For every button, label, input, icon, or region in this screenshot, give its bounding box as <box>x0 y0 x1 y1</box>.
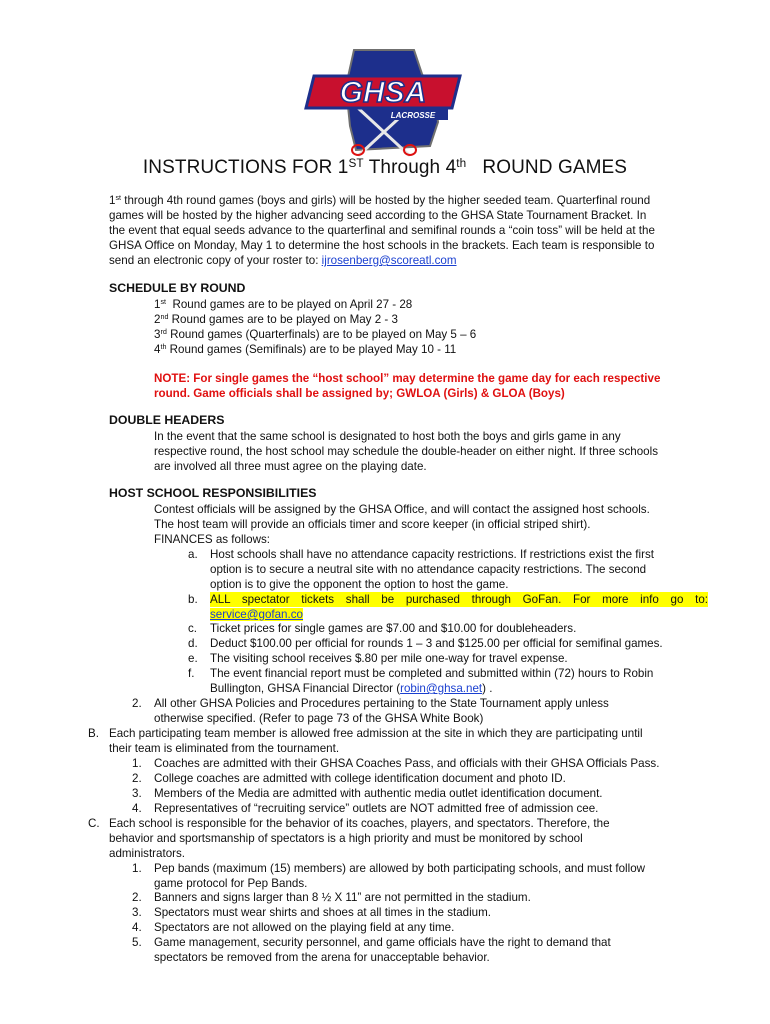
schedule-heading: SCHEDULE BY ROUND <box>109 281 246 295</box>
host-intro: Contest officials will be assigned by the GHSA Office, and will contact the assigned host schools. The host team will provide an officials timer and score keeper (in official striped shirt). FINANCES as follows: <box>154 503 650 546</box>
list-item: College coaches are admitted with college identification document and photo ID. <box>154 772 566 785</box>
list-marker: 4. <box>132 802 142 815</box>
robin-email-link[interactable]: robin@ghsa.net <box>400 682 483 695</box>
list-item: Pep bands (maximum (15) members) are allowed by both participating schools, and must follow game protocol for Pep Bands. <box>154 862 646 890</box>
svg-text:LACROSSE: LACROSSE <box>390 111 436 120</box>
list-marker: 2. <box>132 891 142 904</box>
list-item: Game management, security personnel, and game officials have the right to demand that spectators be removed from the arena for unacceptable behavior. <box>154 936 611 964</box>
list-marker: c. <box>188 622 198 635</box>
list-item: Banners and signs larger than 8 ½ X 11” are not permitted in the stadium. <box>154 891 531 904</box>
finance-item-b: ALL spectator tickets shall be purchased through GoFan. For more info go to: service@gofan.co <box>210 593 708 621</box>
list-item: Members of the Media are admitted with authentic media outlet identification document. <box>154 787 603 800</box>
section-c-paragraph: Each school is responsible for the behavior of its coaches, players, and spectators. Therefore, the behavior and sportsmanship of spectators is a high priority and must be monitored by school administrators. <box>109 817 610 860</box>
list-marker: e. <box>188 652 198 665</box>
host-heading: HOST SCHOOL RESPONSIBILITIES <box>109 486 317 500</box>
finance-item-e: The visiting school receives $.80 per mile one-way for travel expense. <box>210 652 568 665</box>
list-marker: d. <box>188 637 198 650</box>
list-item: Coaches are admitted with their GHSA Coaches Pass, and officials with their GHSA Officials Pass. <box>154 757 660 770</box>
schedule-note: NOTE: For single games the “host school” may determine the game day for each respective round. Game officials shall be assigned by; GWLOA (Girls) & GLOA (Boys) <box>154 372 661 400</box>
double-headers-heading: DOUBLE HEADERS <box>109 413 225 427</box>
schedule-list <box>154 297 476 357</box>
list-marker: 4. <box>132 921 142 934</box>
list-marker: 2. <box>132 697 142 710</box>
list-marker: 1. <box>132 862 142 875</box>
list-item: 3rd Round games (Quarterfinals) are to be played on May 5 – 6 <box>154 327 477 341</box>
list-item: Spectators must wear shirts and shoes at all times in the stadium. <box>154 906 492 919</box>
roster-email-link[interactable]: ijrosenberg@scoreatl.com <box>321 254 457 267</box>
list-marker: f. <box>188 667 195 680</box>
finance-item-c: Ticket prices for single games are $7.00 and $10.00 for doubleheaders. <box>210 622 577 635</box>
list-marker: 2. <box>132 772 142 785</box>
ghsa-lacrosse-logo <box>296 46 472 158</box>
double-headers-paragraph: In the event that the same school is designated to host both the boys and girls game in any respective round, the host school may schedule the double-header on either night. If three schools are involved all three must agree on the playing date. <box>154 430 658 473</box>
list-item: 2nd Round games are to be played on May 2 - 3 <box>154 312 398 326</box>
list-item: 4th Round games (Semifinals) are to be played May 10 - 11 <box>154 342 457 356</box>
host-item-2: All other GHSA Policies and Procedures pertaining to the State Tournament apply unless otherwise specified. (Refer to page 73 of the GHSA White Book) <box>154 697 609 725</box>
list-item: 1st Round games are to be played on April 27 - 28 <box>154 297 413 311</box>
finance-item-f: The event financial report must be completed and submitted within (72) hours to Robin Bullington, GHSA Financial Director (robin@ghsa.net) . <box>210 667 654 695</box>
intro-paragraph: 1st through 4th round games (boys and girls) will be hosted by the higher seeded team. Quarterfinal round games will be hosted by the higher advancing seed according to the GHSA State Tournament Bracket. In the event that equal seeds advance to the quarterfinal and semifinal rounds a “coin toss” will be held at the GHSA Office on Monday, May 1 to determine the host schools in the brackets. Each team is responsible to send an electronic copy of your roster to: ijrosenberg@scoreatl.com <box>109 193 655 267</box>
finance-item-a: Host schools shall have no attendance capacity restrictions. If restrictions exist the first option is to secure a neutral site with no attendance capacity restrictions. The second option is to give the opponent the option to host the game. <box>210 548 654 591</box>
section-b-paragraph: Each participating team member is allowed free admission at the site in which they are participating until their team is eliminated from the tournament. <box>109 727 643 755</box>
section-marker: B. <box>88 727 99 740</box>
section-marker: C. <box>88 817 100 830</box>
list-item: Spectators are not allowed on the playing field at any time. <box>154 921 455 934</box>
list-marker: 5. <box>132 936 142 949</box>
list-marker: a. <box>188 548 198 561</box>
list-marker: b. <box>188 593 198 606</box>
page-title: INSTRUCTIONS FOR 1ST Through 4th ROUND GAMES <box>142 156 628 178</box>
list-item: Representatives of “recruiting service” outlets are NOT admitted free of admission cee. <box>154 802 599 815</box>
list-marker: 3. <box>132 906 142 919</box>
finance-item-d: Deduct $100.00 per official for rounds 1 – 3 and $125.00 per official for semifinal games. <box>210 637 663 650</box>
gofan-email-link[interactable]: service@gofan.co <box>210 608 303 621</box>
list-marker: 3. <box>132 787 142 800</box>
list-marker: 1. <box>132 757 142 770</box>
svg-text:GHSA: GHSA <box>339 76 427 109</box>
